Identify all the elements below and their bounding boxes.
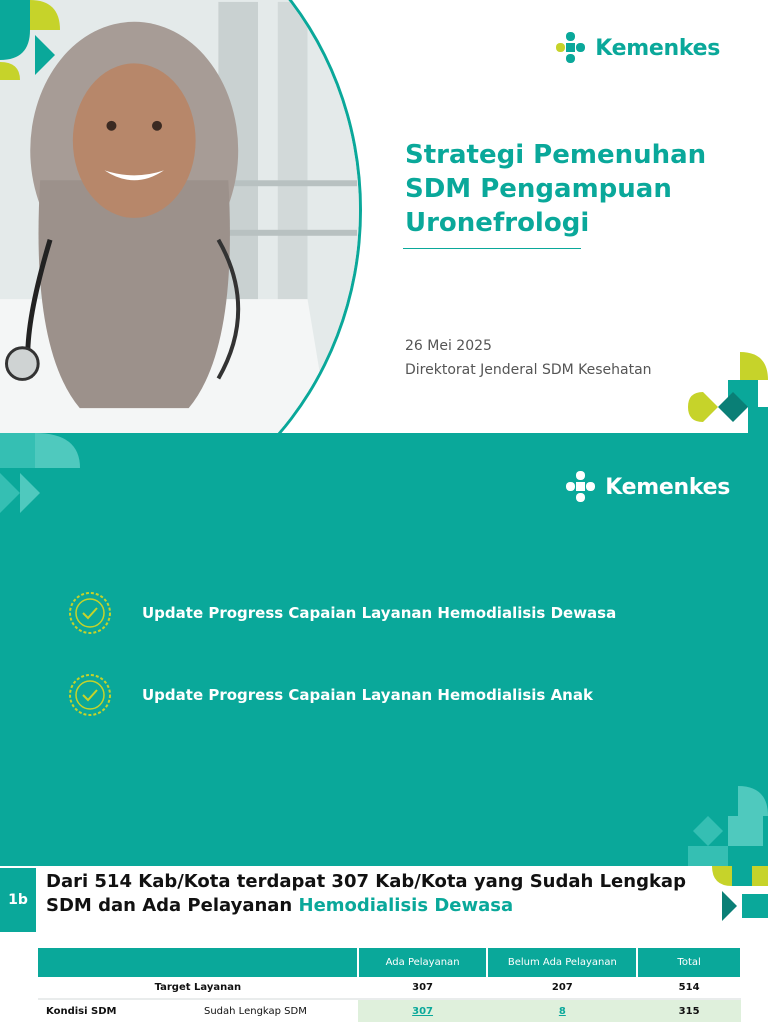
cell-link[interactable]: 8 [558,1005,566,1017]
kemenkes-logo [553,30,720,66]
agenda-bottom-right-decoration [688,786,768,866]
table-row [38,977,741,999]
title-line-1: Strategi Pemenuhan [405,140,707,170]
cell-value: 307 [358,977,488,999]
presenter-organization: Direktorat Jenderal SDM Kesehatan [405,362,652,378]
table-header: Belum Ada Pelayanan [487,948,637,977]
agenda-item-label: Update Progress Capaian Layanan Hemodialisis Dewasa [142,604,617,622]
presentation-date: 26 Mei 2025 [405,338,492,354]
brand-name: Kemenkes [595,35,720,61]
slide-headline [46,870,696,918]
title-underline [403,248,581,249]
table-row [38,999,741,1022]
title-line-3: Uronefrologi [405,208,590,238]
cell-value: 315 [637,999,741,1022]
title-slide [0,0,768,433]
table-header-row [38,948,741,977]
kemenkes-logo-icon [553,30,589,66]
kemenkes-logo-white [563,469,730,505]
cell-value [358,999,488,1022]
row-label: Kondisi SDM [38,1000,198,1022]
cell-link[interactable]: 307 [412,1005,434,1017]
agenda-top-left-decoration [0,433,80,513]
agenda-item-1 [68,591,616,635]
section-tag: 1b [0,868,36,932]
data-slide [0,866,768,1024]
agenda-item-2 [68,673,593,717]
agenda-slide [0,433,768,866]
headline-text: Dari 514 Kab/Kota terdapat 307 Kab/Kota yang Sudah Lengkap SDM dan Ada Pelayanan [46,871,686,916]
cell-value: 207 [487,977,637,999]
row-label-group [38,999,358,1022]
agenda-item-label: Update Progress Capaian Layanan Hemodialisis Anak [142,686,593,704]
table-header: Total [637,948,741,977]
check-badge-icon [68,591,112,635]
cell-value: 514 [637,977,741,999]
brand-name: Kemenkes [605,474,730,500]
coverage-table [38,948,742,1022]
presentation-title [405,138,735,240]
bottom-right-decoration [688,352,768,433]
kemenkes-logo-icon [563,469,599,505]
table-header: Ada Pelayanan [358,948,488,977]
top-left-decoration [0,0,80,80]
row-sublabel: Sudah Lengkap SDM [204,1005,307,1017]
row-label: Target Layanan [38,977,358,999]
table-header [38,948,358,977]
title-line-2: SDM Pengampuan [405,174,672,204]
data-slide-decoration [712,866,768,922]
check-badge-icon [68,673,112,717]
headline-highlight: Hemodialisis Dewasa [298,895,514,916]
cell-value [487,999,637,1022]
